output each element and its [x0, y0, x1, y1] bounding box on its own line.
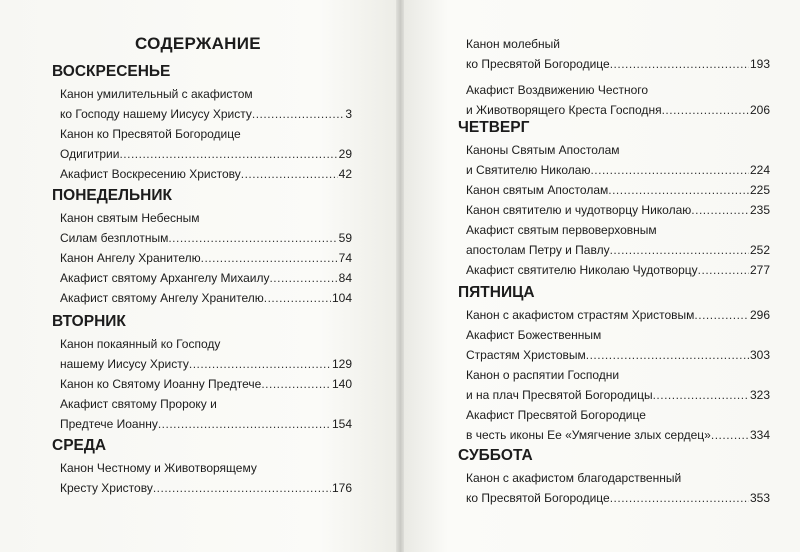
toc-entry — [60, 334, 352, 374]
entry-text: ко Господу нашему Иисусу Христу — [60, 107, 252, 121]
page-number: 353 — [749, 491, 770, 505]
entry-text: Акафист Воздвижению Честного — [466, 83, 649, 97]
page-number: 277 — [749, 263, 770, 277]
page-number: 104 — [331, 291, 352, 305]
entry-text: Страстям Христовым — [466, 348, 586, 362]
toc-entry — [60, 208, 352, 248]
page-number: 154 — [331, 417, 352, 431]
entry-text: Канон святым Небесным — [60, 211, 200, 225]
toc-entry — [466, 305, 770, 325]
entry-text: Акафист Божественным — [466, 328, 602, 342]
entry-text: Акафист святому Пророку и — [60, 397, 217, 411]
toc-entry — [466, 468, 770, 508]
page-number: 59 — [338, 231, 352, 245]
toc-entry — [60, 164, 352, 184]
entry-text: Акафист святому Ангелу Хранителю — [60, 291, 264, 305]
entry-text: Канон Ангелу Хранителю — [60, 251, 201, 265]
toc-entry — [60, 458, 352, 498]
entry-text: Канон молебный — [466, 37, 560, 51]
toc-entry — [60, 124, 352, 164]
page-number: 42 — [338, 167, 352, 181]
page-number: 129 — [331, 357, 352, 371]
section-heading: СРЕДА — [52, 437, 107, 454]
toc-entry — [60, 268, 352, 288]
entry-text: Канон с акафистом страстям Христовым — [466, 308, 695, 322]
section-heading: ПОНЕДЕЛЬНИК — [52, 187, 172, 204]
entry-text: Предтече Иоанну — [60, 417, 158, 431]
section-heading: ПЯТНИЦА — [458, 284, 535, 301]
entry-text: Каноны Святым Апостолам — [466, 143, 620, 157]
entry-text: Акафист Воскресению Христову — [60, 167, 241, 181]
toc-section — [458, 118, 770, 280]
page-number: 303 — [749, 348, 770, 362]
page-number: 225 — [749, 183, 770, 197]
toc-entry — [60, 288, 352, 308]
toc-entry — [466, 260, 770, 280]
entry-text: Канон покаянный ко Господу — [60, 337, 221, 351]
page-number: 176 — [331, 481, 352, 495]
toc-entry — [60, 374, 352, 394]
entry-text: Силам безплотным — [60, 231, 169, 245]
toc-section — [52, 186, 352, 308]
page-number: 3 — [345, 107, 352, 121]
entry-text: Канон умилительный с акафистом — [60, 87, 253, 101]
section-heading: ВОСКРЕСЕНЬЕ — [52, 63, 171, 80]
page-number: 296 — [749, 308, 770, 322]
book-gutter — [396, 0, 404, 552]
toc-entry — [466, 365, 770, 405]
entry-text: Канон о распятии Господни — [466, 368, 620, 382]
entry-text: Акафист святому Архангелу Михаилу — [60, 271, 270, 285]
entry-text: в честь иконы Ее «Умягчение злых сердец» — [466, 428, 711, 442]
entry-text: Одигитрии — [60, 147, 120, 161]
entry-text: и Животворящего Креста Господня — [466, 103, 662, 117]
page-number: 74 — [338, 251, 352, 265]
entry-text: Канон святителю и чудотворцу Николаю — [466, 203, 692, 217]
toc-entry — [60, 84, 352, 124]
entry-text: и на плач Пресвятой Богородицы — [466, 388, 653, 402]
toc-section — [52, 436, 352, 498]
page-number: 193 — [749, 57, 770, 71]
page-number: 235 — [749, 203, 770, 217]
section-heading: ВТОРНИК — [52, 313, 126, 330]
toc-section — [458, 34, 770, 120]
entry-text: ко Пресвятой Богородице — [466, 491, 610, 505]
page-number: 29 — [338, 147, 352, 161]
page-number: 334 — [749, 428, 770, 442]
page-title: СОДЕРЖАНИЕ — [135, 34, 261, 53]
toc-section — [458, 283, 770, 445]
toc-section — [52, 312, 352, 434]
entry-text: Канон ко Пресвятой Богородице — [60, 127, 241, 141]
entry-text: Акафист Пресвятой Богородице — [466, 408, 646, 422]
entry-text: Канон с акафистом благодарственный — [466, 471, 682, 485]
toc-entry — [466, 405, 770, 445]
entry-text: Кресту Христову — [60, 481, 153, 495]
toc-entry — [466, 140, 770, 180]
entry-text: Канон Честному и Животворящему — [60, 461, 257, 475]
toc-entry — [466, 325, 770, 365]
page-number: 206 — [749, 103, 770, 117]
entry-text: нашему Иисусу Христу — [60, 357, 189, 371]
toc-entry — [60, 248, 352, 268]
entry-text: Канон святым Апостолам — [466, 183, 609, 197]
page-number: 84 — [338, 271, 352, 285]
toc-entry — [60, 394, 352, 434]
page-number: 323 — [749, 388, 770, 402]
page-number: 224 — [749, 163, 770, 177]
page-number: 252 — [749, 243, 770, 257]
toc-entry — [466, 220, 770, 260]
toc-entry — [466, 80, 770, 120]
entry-text: и Святителю Николаю — [466, 163, 591, 177]
toc-entry — [466, 34, 770, 74]
entry-text: Акафист святым первоверховным — [466, 223, 657, 237]
section-heading: ЧЕТВЕРГ — [458, 119, 530, 136]
entry-text: Канон ко Святому Иоанну Предтече — [60, 377, 262, 391]
entry-text: ко Пресвятой Богородице — [466, 57, 610, 71]
toc-entry — [466, 180, 770, 200]
entry-text: Акафист святителю Николаю Чудотворцу — [466, 263, 698, 277]
toc-entry — [466, 200, 770, 220]
toc-section — [458, 446, 770, 508]
section-heading: СУББОТА — [458, 447, 533, 464]
entry-text: апостолам Петру и Павлу — [466, 243, 610, 257]
toc-section — [52, 62, 352, 184]
page-number: 140 — [331, 377, 352, 391]
